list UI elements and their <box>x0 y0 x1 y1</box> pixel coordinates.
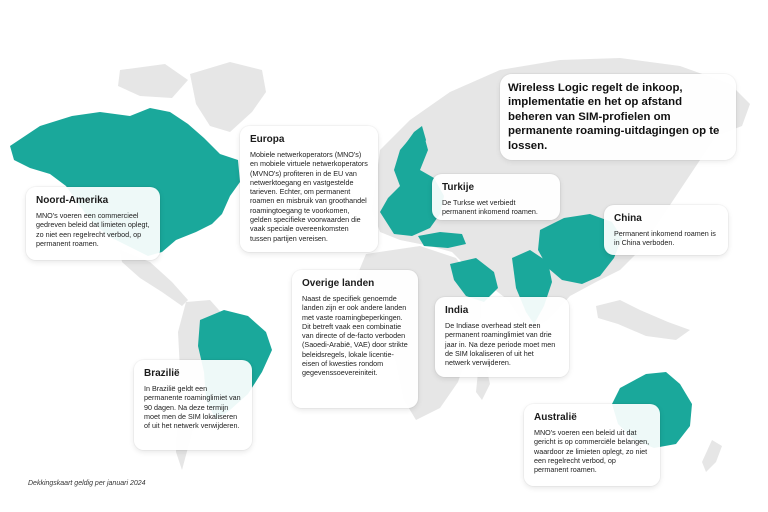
australia-text: MNO's voeren een beleid uit dat gericht is op commerciële belangen, waardoor ze limieten oplegt, zo niet een regelrecht verbod, op permanent roamen. <box>534 428 650 475</box>
europe-card <box>240 126 378 252</box>
china-card <box>604 205 728 255</box>
india-card <box>435 297 569 377</box>
other-countries-text: Naast de specifiek genoemde landen zijn er ook andere landen met vaste roamingbeperkingen. Dit betreft vaak een combinatie van directe of de-facto verboden (Saoedi-Arabië, VAE) door strikte beleidsregels, lokale licentie-eisen of kwesties rondom gegevenssoevereiniteit. <box>302 294 408 378</box>
north-america-title: Noord-Amerika <box>36 195 109 206</box>
landmass-arctic-islands <box>118 64 188 98</box>
headline-text: Wireless Logic regelt de inkoop, implementatie en het op afstand beheren van SIM-profielen om permanente roaming-uitdagingen op te lossen. <box>508 82 720 152</box>
landmass-new-zealand <box>702 440 722 472</box>
turkey-text: De Turkse wet verbiedt permanent inkomend roamen. <box>442 198 538 217</box>
north-america-text: MNO's voeren een commercieel gedreven beleid dat limieten oplegt, zo niet een regelrecht verbod, op permanent roamen. <box>36 211 150 248</box>
europe-text: Mobiele netwerkoperators (MNO's) en mobiele virtuele netwerkoperators (MVNO's) profiteren in de EU van netwerktoegang en vastgestelde tarieven. Echter, om permanent roamen en misbruik van groothandel roamingtoegang te voorkomen, gelden specifieke voorwaarden die vaak speciale overeenkomsten tussen partijen vereisen. <box>250 150 368 243</box>
india-title: India <box>445 305 469 316</box>
india-text: De Indiase overhead stelt een permanent roaminglimiet van drie jaar in. Na deze periode moet men de SIM lokaliseren of uit het netwerk verwijderen. <box>445 321 556 368</box>
landmass-se-asia-islands <box>596 300 690 340</box>
landmass-greenland <box>190 62 266 132</box>
other-countries-title: Overige landen <box>302 278 375 289</box>
turkey-card <box>432 174 560 220</box>
turkey-title: Turkije <box>442 182 475 193</box>
china-text: Permanent inkomend roamen is in China verboden. <box>614 229 716 248</box>
brazil-title: Brazilië <box>144 368 180 379</box>
headline-card <box>500 74 736 160</box>
europe-title: Europa <box>250 134 285 145</box>
australia-card <box>524 404 660 486</box>
other-countries-card <box>292 270 418 408</box>
brazil-card <box>134 360 252 450</box>
north-america-card <box>26 187 160 260</box>
china-title: China <box>614 213 642 224</box>
coverage-footnote: Dekkingskaart geldig per januari 2024 <box>28 480 146 487</box>
brazil-text: In Brazilië geldt een permanente roaminglimiet van 90 dagen. Na deze termijn moet men de SIM lokaliseren of uit het netwerk verwijderen. <box>144 384 241 431</box>
australia-title: Australië <box>534 412 577 423</box>
